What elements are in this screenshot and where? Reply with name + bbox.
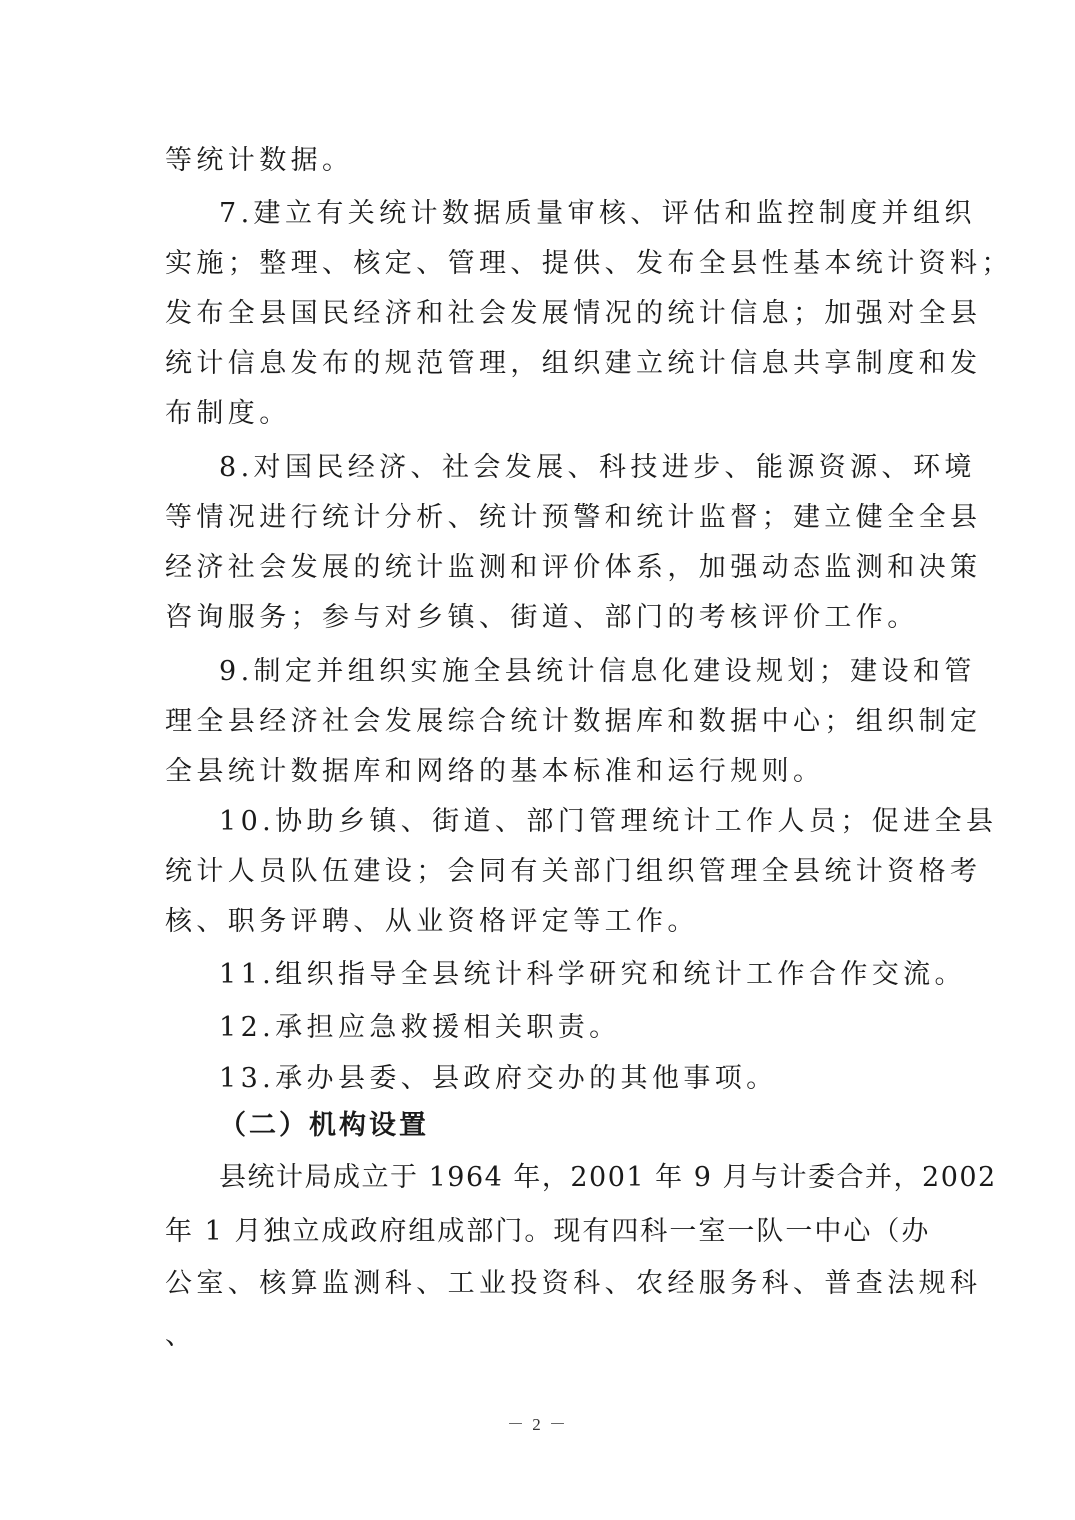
text-line-4: 发布全县国民经济和社会发展情况的统计信息；加强对全县 <box>165 298 982 329</box>
text-line-10: 咨询服务；参与对乡镇、街道、部门的考核评价工作。 <box>165 602 919 633</box>
text-line-6: 布制度。 <box>165 398 291 429</box>
text-line-5: 统计信息发布的规范管理，组织建立统计信息共享制度和发 <box>165 348 982 379</box>
text-line-23: 公室、核算监测科、工业投资科、农经服务科、普查法规科 <box>165 1268 982 1299</box>
text-line-item-13: 13.承办县委、县政府交办的其他事项。 <box>219 1063 778 1094</box>
text-line-21: 县统计局成立于 1964 年，2001 年 9 月与计委合并，2002 <box>219 1162 997 1193</box>
text-line-24: 、 <box>165 1320 197 1351</box>
text-line-16: 核、职务评聘、从业资格评定等工作。 <box>165 906 699 937</box>
section-heading: （二）机构设置 <box>219 1110 429 1141</box>
text-line-22: 年 1 月独立成政府组成部门。现有四科一室一队一中心（办 <box>165 1216 931 1247</box>
text-line-12: 理全县经济社会发展综合统计数据库和数据中心；组织制定 <box>165 706 982 737</box>
page-number: － 2 － <box>507 1415 568 1434</box>
text-line-8: 等情况进行统计分析、统计预警和统计监督；建立健全全县 <box>165 502 982 533</box>
text-line-13: 全县统计数据库和网络的基本标准和运行规则。 <box>165 756 825 787</box>
text-line-9: 经济社会发展的统计监测和评价体系，加强动态监测和决策 <box>165 552 982 583</box>
text-line-item-12: 12.承担应急救援相关职责。 <box>219 1012 621 1043</box>
text-line-item-11: 11.组织指导全县统计科学研究和统计工作合作交流。 <box>219 959 966 990</box>
text-line-1: 等统计数据。 <box>165 145 354 176</box>
text-line-item-8: 8.对国民经济、社会发展、科技进步、能源资源、环境 <box>219 452 976 483</box>
text-line-item-10: 10.协助乡镇、街道、部门管理统计工作人员；促进全县 <box>219 806 998 837</box>
text-line-3: 实施；整理、核定、管理、提供、发布全县性基本统计资料； <box>165 248 1013 279</box>
text-line-item-9: 9.制定并组织实施全县统计信息化建设规划；建设和管 <box>219 656 976 687</box>
text-line-15: 统计人员队伍建设；会同有关部门组织管理全县统计资格考 <box>165 856 982 887</box>
text-line-item-7: 7.建立有关统计数据质量审核、评估和监控制度并组织 <box>219 198 976 229</box>
